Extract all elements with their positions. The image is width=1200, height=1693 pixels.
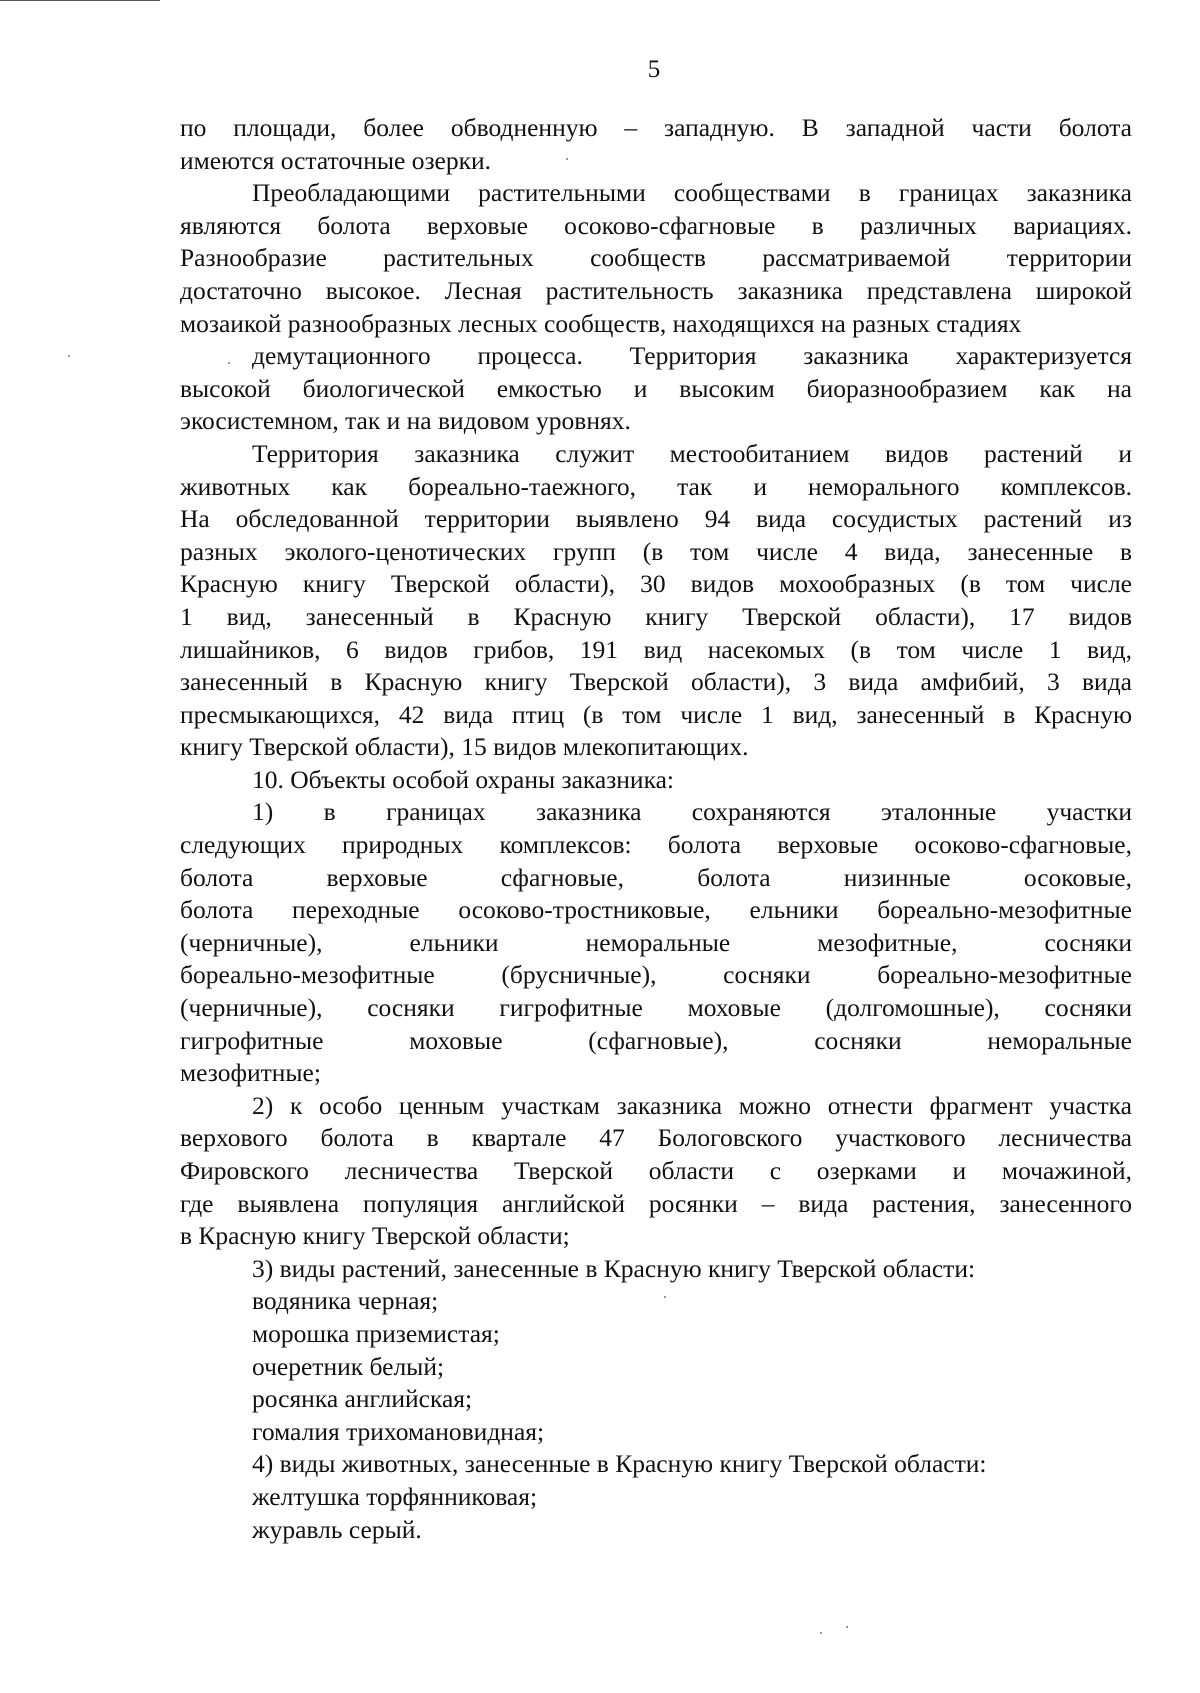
- list-plants: [180, 1253, 1132, 1449]
- document-body: [180, 112, 1132, 1546]
- text-line: Фировского лесничества Тверской области с озерками и мочажиной,: [180, 1156, 1132, 1185]
- plant-item: очеретник белый;: [252, 1351, 445, 1381]
- text-line: следующих природных комплексов: болота верховые осоково-сфагновые,: [180, 830, 1132, 860]
- plant-item: водяника черная;: [252, 1286, 439, 1316]
- text-line: верхового болота в квартале 47 Бологовского участкового лесничества: [180, 1123, 1132, 1153]
- paragraph-continuation: [180, 112, 1132, 177]
- text-line: мозаикой разнообразных лесных сообществ, находящихся на разных стадиях: [180, 308, 1022, 338]
- text-line: демутационного процесса. Территория заказника характеризуется: [252, 341, 1132, 371]
- scan-speck: [566, 158, 568, 160]
- text-line: лишайников, 6 видов грибов, 191 вид насекомых (в том числе 1 вид,: [180, 634, 1132, 664]
- text-line: книгу Тверской области), 15 видов млекопитающих.: [180, 732, 749, 762]
- text-line: гигрофитные моховые (сфагновые), сосняки неморальные: [180, 1025, 1132, 1055]
- text-line: являются болота верховые осоково-сфагновые в различных вариациях.: [180, 210, 1132, 240]
- text-line: разных эколого-ценотических групп (в том числе 4 вида, занесенные в: [180, 536, 1132, 566]
- text-line: 10. Объекты особой охраны заказника:: [252, 764, 674, 794]
- plant-item: гомалия трихомановидная;: [252, 1416, 545, 1446]
- scan-edge-line: [0, 0, 160, 1]
- plants-heading: 3) виды растений, занесенные в Красную книгу Тверской области:: [252, 1253, 976, 1283]
- text-line: Красную книгу Тверской области), 30 видов мохообразных (в том числе: [180, 569, 1132, 599]
- text-line: Разнообразие растительных сообществ рассматриваемой территории: [180, 243, 1132, 273]
- text-line: занесенный в Красную книгу Тверской области), 3 вида амфибий, 3 вида: [180, 667, 1132, 697]
- scan-speck: [846, 1626, 848, 1628]
- animals-heading: 4) виды животных, занесенные в Красную книгу Тверской области:: [252, 1449, 987, 1479]
- text-line: (черничные), сосняки гигрофитные моховые (долгомошные), сосняки: [180, 993, 1132, 1023]
- scan-speck: [820, 1632, 822, 1634]
- scan-speck: [68, 355, 70, 357]
- section-heading: [180, 764, 1132, 797]
- text-line: животных как бореально-таежного, так и неморального комплексов.: [180, 471, 1132, 501]
- text-line: Территория заказника служит местообитанием видов растений и: [252, 438, 1132, 468]
- plant-item: морошка приземистая;: [252, 1318, 500, 1348]
- text-line: (черничные), ельники неморальные мезофитные, сосняки: [180, 927, 1132, 957]
- scan-speck: [228, 362, 230, 364]
- page-number: 5: [647, 56, 661, 83]
- list-item-valuable-sites: [180, 1090, 1132, 1253]
- text-line: мезофитные;: [180, 1058, 321, 1088]
- text-line: болота верховые сфагновые, болота низинные осоковые,: [180, 862, 1132, 892]
- list-animals: [180, 1448, 1132, 1546]
- paragraph-species-counts: [180, 438, 1132, 764]
- scan-speck: [664, 1296, 666, 1298]
- text-line: высокой биологической емкостью и высоким биоразнообразием как на: [180, 373, 1132, 403]
- animal-item: журавль серый.: [252, 1514, 422, 1544]
- text-line: болота переходные осоково-тростниковые, ельники бореально-мезофитные: [180, 895, 1132, 925]
- plant-item: росянка английская;: [252, 1384, 473, 1414]
- text-line: 2) к особо ценным участкам заказника можно отнести фрагмент участка: [252, 1090, 1132, 1120]
- paragraph-demutation: [180, 340, 1132, 438]
- text-line: в Красную книгу Тверской области;: [180, 1221, 570, 1251]
- text-line: достаточно высокое. Лесная растительность заказника представлена широкой: [180, 275, 1132, 305]
- text-line: Преобладающими растительными сообществами в границах заказника: [252, 178, 1132, 208]
- text-line: На обследованной территории выявлено 94 вида сосудистых растений из: [180, 504, 1132, 534]
- text-line: бореально-мезофитные (брусничные), сосняки бореально-мезофитные: [180, 960, 1132, 990]
- paragraph-vegetation: [180, 177, 1132, 340]
- text-line: 1) в границах заказника сохраняются эталонные участки: [252, 797, 1132, 827]
- text-line: пресмыкающихся, 42 вида птиц (в том числе 1 вид, занесенный в Красную: [180, 699, 1132, 729]
- text-line: по площади, более обводненную – западную. В западной части болота: [180, 113, 1132, 142]
- text-line: имеются остаточные озерки.: [180, 145, 492, 175]
- text-line: 1 вид, занесенный в Красную книгу Тверской области), 17 видов: [180, 601, 1132, 631]
- animal-item: желтушка торфянниковая;: [252, 1481, 538, 1511]
- list-item-reference-sites: [180, 796, 1132, 1089]
- text-line: экосистемном, так и на видовом уровнях.: [180, 406, 631, 436]
- text-line: где выявлена популяция английской росянки – вида растения, занесенного: [180, 1188, 1132, 1218]
